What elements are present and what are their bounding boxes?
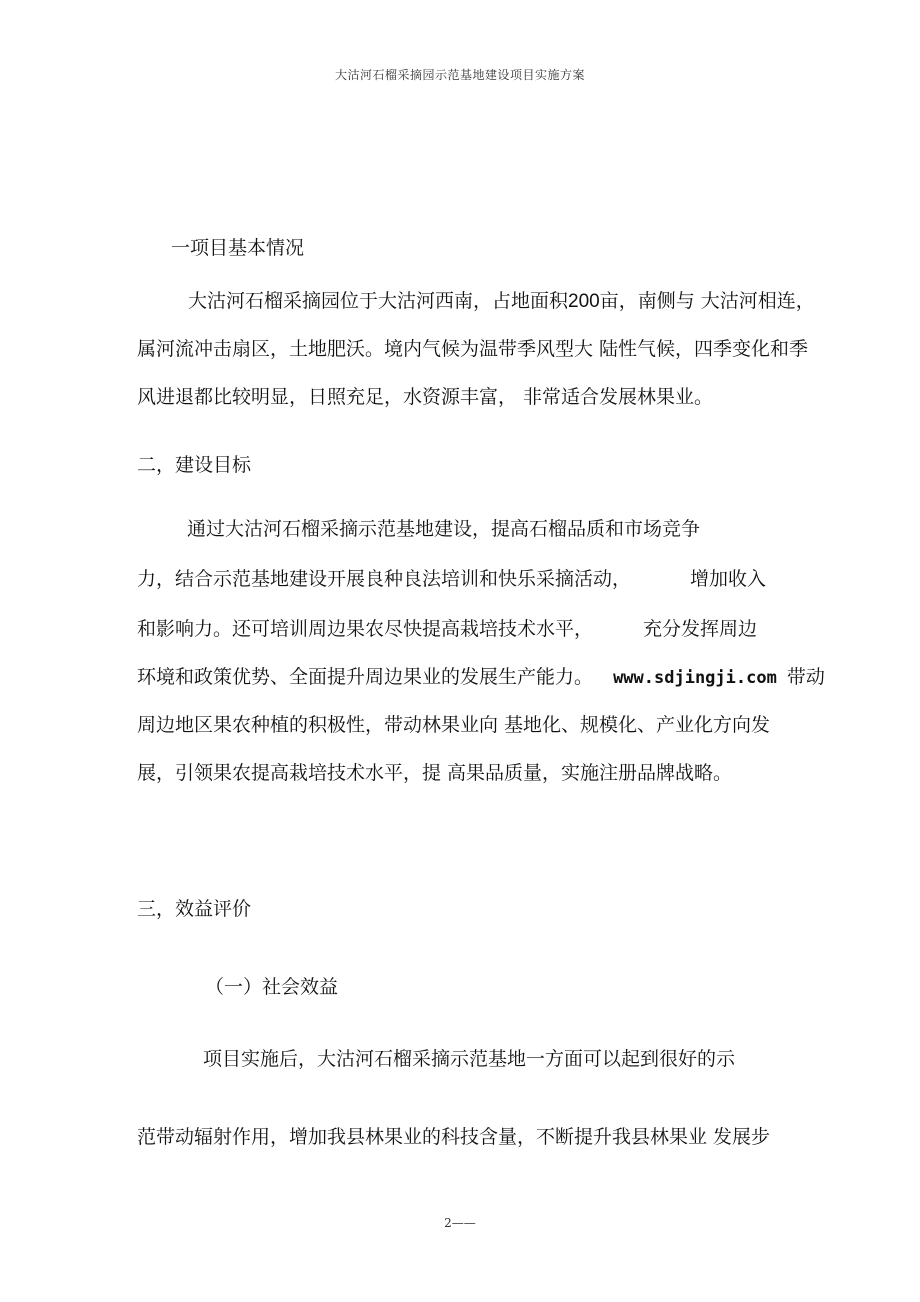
section2-line-6: 展，引领果农提高栽培技术水平，提 高果品质量，实施注册品牌战略。 [137,762,733,784]
section2-line-2-right: 增加收入 [690,568,767,590]
website-link-text: www.sdjingji.com [613,668,777,688]
section1-line-1b: 亩，南侧与 大沽河相连， [599,290,815,312]
page-header: 大沽河石榴采摘园示范基地建设项目实施方案 [334,68,585,82]
section2-line-2: 力，结合示范基地建设开展良种良法培训和快乐采摘活动， [137,568,632,590]
section3-subheading: （一）社会效益 [205,976,339,998]
section2-line-5: 周边地区果农种植的积极性，带动林果业向 基地化、规模化、产业化方向发 [137,714,771,736]
section1-paragraph-line-3: 风进退都比较明显，日照充足，水资源丰富， 非常适合发展林果业。 [137,386,714,408]
section1-paragraph-line-2: 属河流冲击扇区，土地肥沃。境内气候为温带季风型大 陆性气候，四季变化和季 [137,338,809,360]
section2-line-4c: 带动 [786,666,825,688]
section1-line-1a: 大沽河石榴采摘园位于大沽河西南，占地面积 [188,290,569,312]
section2-line-1: 通过大沽河石榴采摘示范基地建设，提高石榴品质和市场竞争 [187,518,701,540]
page-number: 2—— [444,1216,476,1230]
section2-heading: 二，建设目标 [137,454,252,476]
section3-heading: 三，效益评价 [137,898,252,920]
section1-heading: 一项目基本情况 [171,237,305,259]
section2-line-4 [137,665,825,690]
section1-area-value: 200 [568,291,600,312]
section3-line-1: 项目实施后，大沽河石榴采摘示范基地一方面可以起到很好的示 [203,1048,736,1070]
section1-paragraph-line-1 [188,289,815,314]
section3-line-2: 范带动辐射作用，增加我县林果业的科技含量，不断提升我县林果业 发展步 [137,1126,771,1148]
section2-line-4a: 环境和政策优势、全面提升周边果业的发展生产能力。 [137,666,594,688]
section2-line-3: 和影响力。还可培训周边果农尽快提高栽培技术水平， [137,618,594,640]
section2-line-3-right: 充分发挥周边 [643,618,758,640]
